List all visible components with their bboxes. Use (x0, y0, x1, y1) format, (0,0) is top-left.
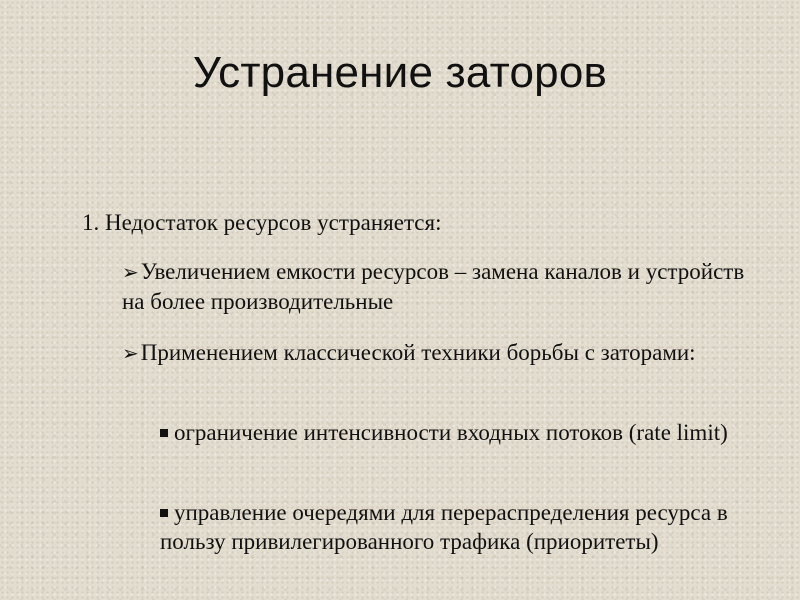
numbered-heading: 1. Недостаток ресурсов устраняется: (82, 210, 442, 235)
bullet-item-technique (122, 338, 762, 368)
subbullet-item-queues (160, 498, 760, 556)
bullet-item-capacity (122, 257, 762, 316)
square-bullet-icon (160, 509, 168, 517)
subbullet-text: управление очередями для перераспределения ресурса в пользу привилегированного трафика (приоритеты) (160, 500, 728, 554)
arrow-icon: ➢ (122, 260, 139, 284)
bullet-text: Увеличением емкости ресурсов – замена каналов и устройств на более производительные (122, 259, 745, 314)
subbullet-item-rate-limit (160, 418, 760, 447)
bullet-text: Применением классической техники борьбы с заторами: (140, 340, 696, 365)
arrow-icon: ➢ (122, 341, 139, 365)
square-bullet-icon (160, 429, 168, 437)
subbullet-text: ограничение интенсивности входных потоков (rate limit) (174, 420, 728, 445)
slide-title: Устранение заторов (192, 48, 608, 97)
